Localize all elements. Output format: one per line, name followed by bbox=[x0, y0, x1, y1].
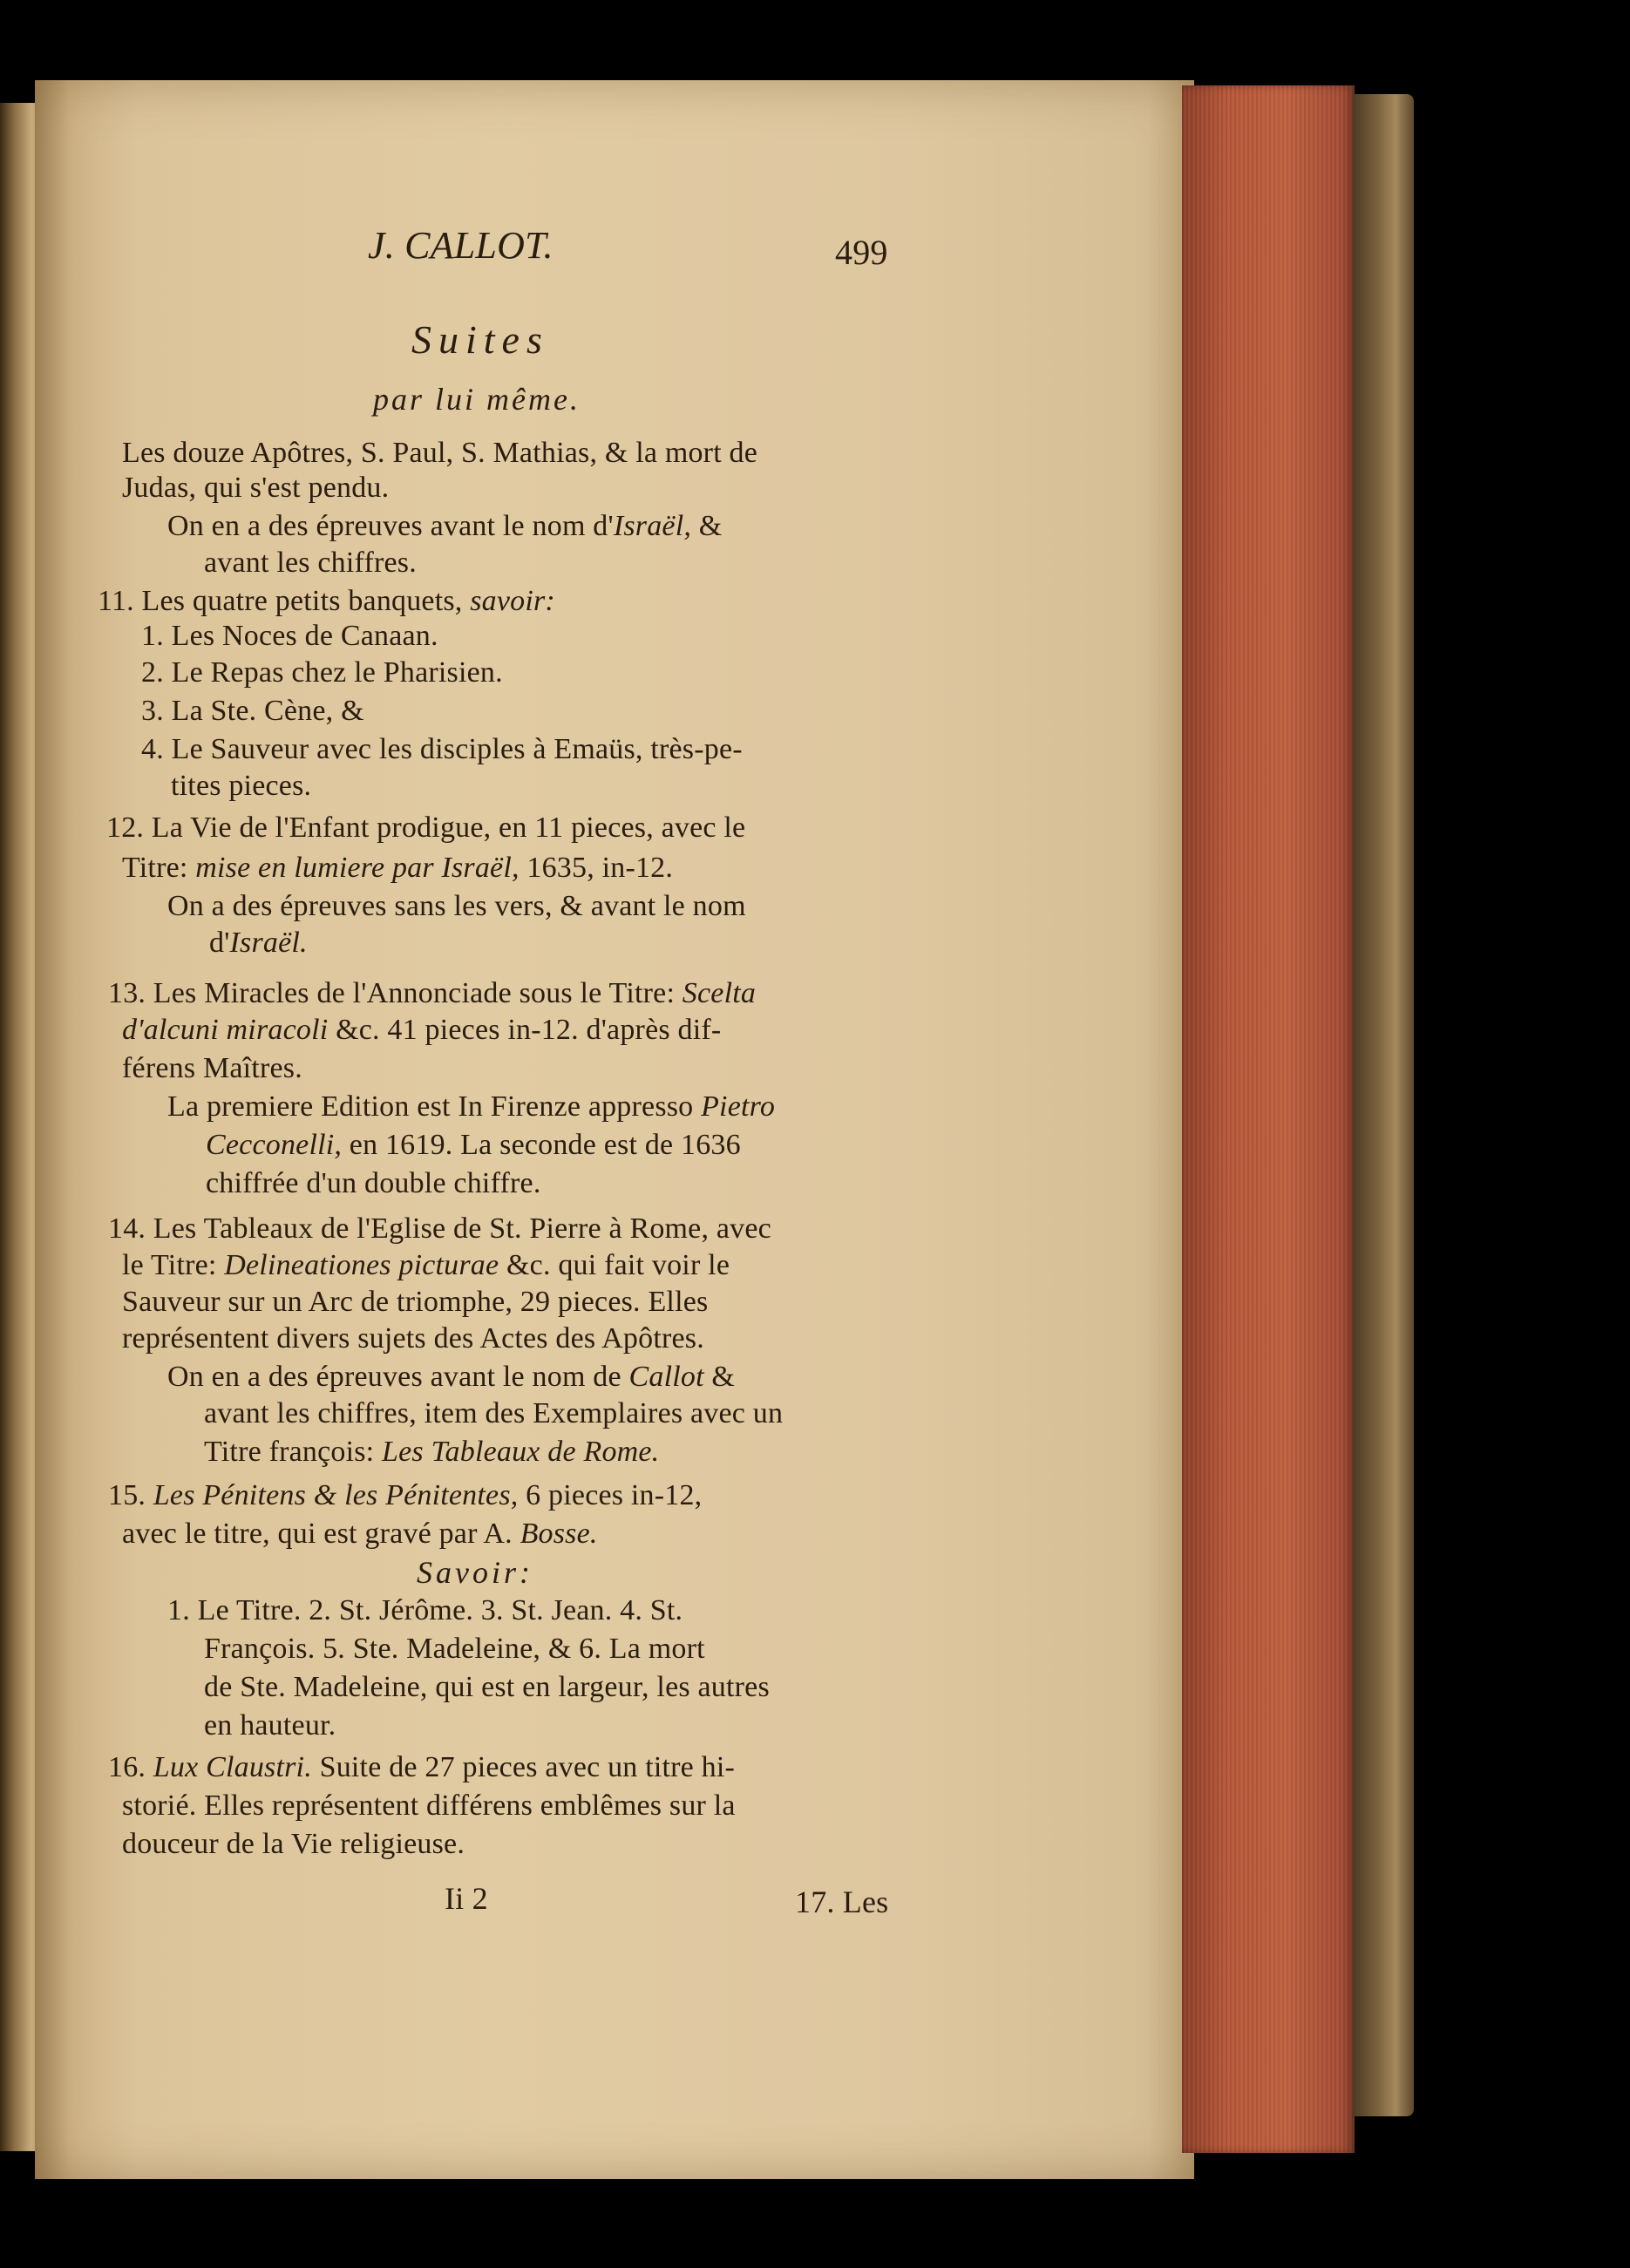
signature-mark: Ii 2 bbox=[445, 1881, 488, 1916]
running-head: J. CALLOT. bbox=[368, 224, 554, 267]
entry-10-note-2: avant les chiffres. bbox=[204, 547, 417, 579]
italic-run: savoir: bbox=[470, 585, 555, 617]
text-run: 1635, in-12. bbox=[519, 852, 674, 884]
text-run: le Titre: bbox=[122, 1249, 225, 1281]
text-run: On en a des épreuves avant le nom de bbox=[167, 1361, 629, 1393]
entry-13-line-1 bbox=[108, 976, 756, 1011]
section-subtitle: par lui même. bbox=[373, 382, 581, 417]
catchword: 17. Les bbox=[795, 1884, 889, 1919]
entry-14-line-4: représentent divers sujets des Actes des Apôtres. bbox=[122, 1322, 704, 1355]
entry-14-note-1 bbox=[167, 1360, 735, 1395]
entry-15-line-2 bbox=[122, 1517, 598, 1552]
text-run: Suite de 27 pieces avec un titre hi- bbox=[311, 1751, 736, 1783]
entry-14-line-3: Sauveur sur un Arc de triomphe, 29 pieces. Elles bbox=[122, 1286, 709, 1318]
italic-run: Callot bbox=[628, 1361, 704, 1393]
text-run: avec le titre, qui est gravé par A. bbox=[122, 1518, 520, 1550]
italic-run: Israël, bbox=[613, 510, 692, 542]
entry-10-line-2: Judas, qui s'est pendu. bbox=[122, 472, 390, 504]
entry-15-item-line-1: 1. Le Titre. 2. St. Jérôme. 3. St. Jean. 4. St. bbox=[167, 1594, 683, 1626]
entry-12-line-1: 12. La Vie de l'Enfant prodigue, en 11 pieces, avec le bbox=[106, 811, 746, 844]
entry-16-line-1 bbox=[108, 1750, 735, 1785]
entry-10-note-1 bbox=[167, 509, 722, 544]
text-run: & bbox=[691, 510, 723, 542]
italic-run: Pietro bbox=[701, 1090, 776, 1123]
text-run: 11. Les quatre petits banquets, bbox=[98, 585, 471, 617]
entry-15-item-line-3: de Ste. Madeleine, qui est en largeur, les autres bbox=[204, 1671, 770, 1703]
entry-14-line-2 bbox=[122, 1248, 730, 1283]
text-run: d' bbox=[209, 927, 230, 959]
entry-13-note-2 bbox=[206, 1128, 741, 1163]
text-run: 13. Les Miracles de l'Annonciade sous le Titre: bbox=[108, 977, 683, 1009]
entry-14-line-1: 14. Les Tableaux de l'Eglise de St. Pierre à Rome, avec bbox=[108, 1212, 771, 1245]
entry-15-savoir-heading: Savoir: bbox=[417, 1555, 533, 1590]
entry-11-line-1 bbox=[98, 584, 555, 619]
entry-15-item-line-2: François. 5. Ste. Madeleine, & 6. La mort bbox=[204, 1633, 705, 1665]
entry-11-item-3: 3. La Ste. Cène, & bbox=[141, 695, 364, 727]
entry-13-line-2 bbox=[122, 1013, 721, 1048]
entry-14-note-3 bbox=[204, 1435, 659, 1470]
italic-run: Bosse. bbox=[520, 1518, 598, 1550]
text-run: &c. qui fait voir le bbox=[499, 1249, 730, 1281]
italic-run: d'alcuni miracoli bbox=[122, 1014, 329, 1046]
italic-run: Les Tableaux de Rome. bbox=[382, 1436, 660, 1468]
entry-13-note-1 bbox=[167, 1090, 775, 1124]
italic-run: Scelta bbox=[682, 977, 757, 1009]
entry-16-line-2: storié. Elles représentent différens emblêmes sur la bbox=[122, 1789, 736, 1822]
italic-run: mise en lumiere par Israël, bbox=[195, 852, 520, 884]
italic-run: Cecconelli, bbox=[206, 1129, 343, 1161]
italic-run: Les Pénitens & les Pénitentes, bbox=[153, 1479, 519, 1511]
entry-11-item-2: 2. Le Repas chez le Pharisien. bbox=[141, 656, 503, 689]
entry-12-note-1: On a des épreuves sans les vers, & avant le nom bbox=[167, 890, 746, 922]
text-run: Titre françois: bbox=[204, 1436, 383, 1468]
italic-run: Delineationes picturae bbox=[224, 1249, 499, 1281]
text-run: Titre: bbox=[122, 852, 196, 884]
italic-run: Israël. bbox=[229, 927, 308, 959]
text-run: 6 pieces in-12, bbox=[518, 1479, 703, 1511]
entry-11-item-4-cont: tites pieces. bbox=[171, 770, 312, 802]
entry-15-line-1 bbox=[108, 1478, 702, 1513]
text-run: 16. bbox=[108, 1751, 153, 1783]
entry-12-line-2 bbox=[122, 851, 673, 886]
entry-13-note-3: chiffrée d'un double chiffre. bbox=[206, 1167, 541, 1199]
text-run: & bbox=[703, 1361, 736, 1393]
page-number: 499 bbox=[835, 233, 888, 272]
entry-15-item-line-4: en hauteur. bbox=[204, 1709, 336, 1742]
entry-10-line-1: Les douze Apôtres, S. Paul, S. Mathias, & la mort de bbox=[122, 437, 758, 469]
text-run: On en a des épreuves avant le nom d' bbox=[167, 510, 614, 542]
entry-11-item-4: 4. Le Sauveur avec les disciples à Emaüs, très-pe- bbox=[141, 733, 743, 765]
entry-12-note-2 bbox=[209, 926, 308, 961]
text-run: 15. bbox=[108, 1479, 153, 1511]
entry-11-item-1: 1. Les Noces de Canaan. bbox=[141, 620, 438, 652]
entry-14-note-2: avant les chiffres, item des Exemplaires avec un bbox=[204, 1397, 784, 1429]
text-run: en 1619. La seconde est de 1636 bbox=[342, 1129, 741, 1161]
italic-run: Lux Claustri. bbox=[153, 1751, 312, 1783]
text-run: &c. 41 pieces in-12. d'après dif- bbox=[328, 1014, 722, 1046]
text-run: La premiere Edition est In Firenze appresso bbox=[167, 1090, 702, 1123]
entry-13-line-3: férens Maîtres. bbox=[122, 1052, 302, 1084]
section-title: Suites bbox=[411, 317, 549, 362]
entry-16-line-3: douceur de la Vie religieuse. bbox=[122, 1828, 465, 1860]
